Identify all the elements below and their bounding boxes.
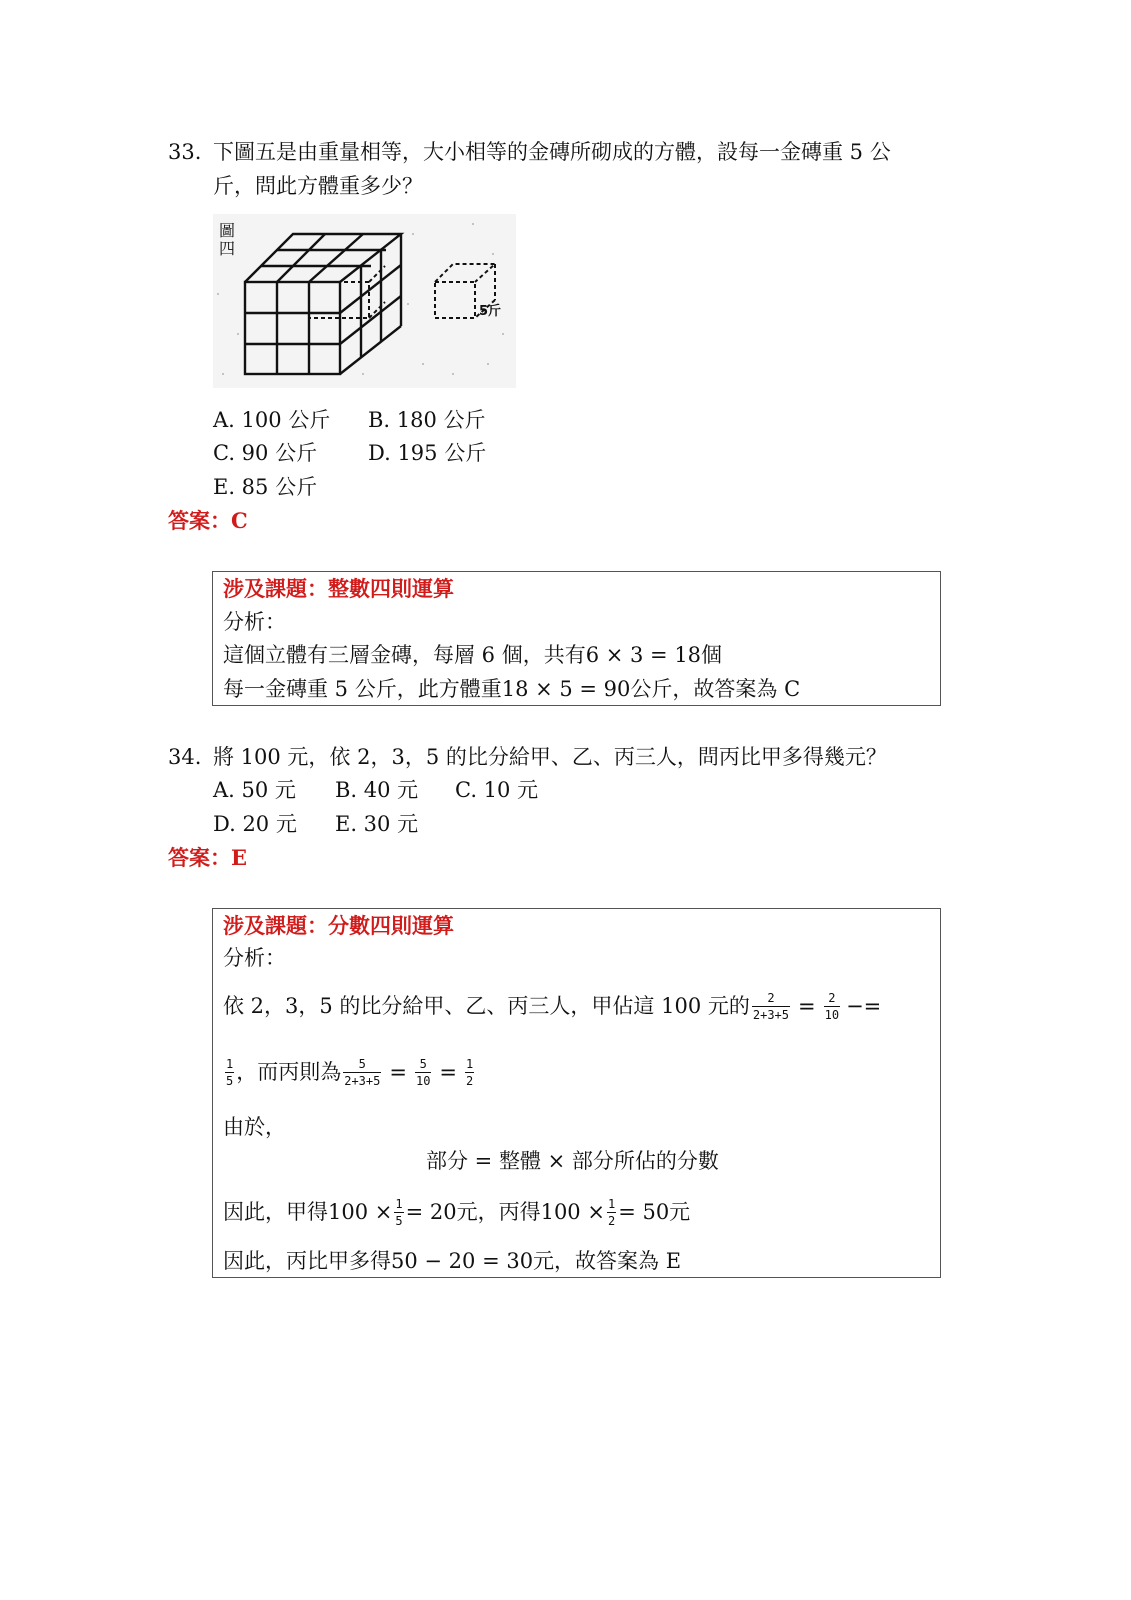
fraction-numerator: 5 bbox=[419, 1057, 427, 1071]
q33-analysis-line1: 這個立體有三層金磚，每層 6 個，共有6 × 3 = 18個 bbox=[223, 643, 723, 667]
fraction-numerator: 2 bbox=[767, 991, 775, 1005]
fraction-numerator: 2 bbox=[828, 991, 836, 1005]
q34-stem: 將 100 元，依 2，3，5 的比分給甲、乙、丙三人，問丙比甲多得幾元？ bbox=[213, 745, 887, 769]
line1-tail: −= bbox=[846, 994, 882, 1018]
q34-since: 由於， bbox=[223, 1115, 286, 1139]
line5-part-b: = 20元，丙得100 × bbox=[405, 1200, 605, 1224]
fraction-numerator: 1 bbox=[395, 1197, 403, 1211]
q33-topic: 涉及課題：整數四則運算 bbox=[223, 576, 454, 601]
q34-analysis-line6: 因此，丙比甲多得50 − 20 = 30元，故答案為 E bbox=[223, 1249, 682, 1273]
figure-small-brick-label: 5斤 bbox=[479, 304, 502, 319]
q34-option-a: A. 50 元 bbox=[213, 778, 296, 802]
fraction-2-over-10 bbox=[824, 992, 840, 1021]
q33-option-d: D. 195 公斤 bbox=[368, 441, 487, 465]
q33-figure bbox=[213, 214, 516, 388]
q34-topic: 涉及課題：分數四則運算 bbox=[223, 913, 454, 938]
fraction-numerator: 1 bbox=[466, 1057, 474, 1071]
q34-formula: 部分 = 整體 × 部分所佔的分數 bbox=[426, 1149, 719, 1173]
figure-label: 圖四 bbox=[219, 221, 236, 258]
q33-number: 33. bbox=[168, 140, 202, 164]
q34-analysis-line1 bbox=[223, 992, 881, 1021]
q33-option-b: B. 180 公斤 bbox=[368, 408, 486, 432]
fraction-numerator: 1 bbox=[607, 1197, 616, 1211]
fraction-denominator: 10 bbox=[824, 1008, 840, 1022]
q34-line1-text: 依 2，3，5 的比分給甲、乙、丙三人，甲佔這 100 元的 bbox=[223, 994, 750, 1018]
q33-answer: 答案：C bbox=[168, 508, 248, 533]
fraction-denominator: 2 bbox=[466, 1074, 474, 1088]
fraction-1-over-5 bbox=[394, 1198, 403, 1227]
line5-part-c: = 50元 bbox=[618, 1200, 691, 1224]
q33-option-c: C. 90 公斤 bbox=[213, 441, 318, 465]
cube-drawing bbox=[213, 214, 516, 388]
q34-analysis-heading: 分析： bbox=[223, 946, 286, 970]
line5-part-a: 因此，甲得100 × bbox=[223, 1200, 393, 1224]
fraction-1-over-2 bbox=[465, 1058, 474, 1087]
fraction-5-over-10 bbox=[415, 1058, 431, 1087]
fraction-denominator: 2+3+5 bbox=[752, 1008, 789, 1022]
equals-sign: = bbox=[389, 1060, 407, 1084]
q33-stem-line1: 下圖五是由重量相等，大小相等的金磚所砌成的方體，設每一金磚重 5 公 bbox=[213, 140, 891, 164]
q33-analysis-heading: 分析： bbox=[223, 610, 286, 634]
fraction-numerator: 5 bbox=[358, 1057, 366, 1071]
fraction-denominator: 5 bbox=[395, 1214, 403, 1228]
q34-option-d: D. 20 元 bbox=[213, 812, 297, 836]
q33-option-a: A. 100 公斤 bbox=[213, 408, 331, 432]
fraction-2-over-sum bbox=[752, 992, 790, 1021]
q34-analysis-line2 bbox=[223, 1058, 476, 1087]
fraction-numerator: 1 bbox=[226, 1057, 234, 1071]
equals-sign: = bbox=[439, 1060, 458, 1084]
q34-number: 34. bbox=[168, 745, 202, 769]
fraction-5-over-sum bbox=[343, 1058, 381, 1087]
q34-option-b: B. 40 元 bbox=[335, 778, 419, 802]
fraction-1-over-2 bbox=[607, 1198, 616, 1227]
fraction-denominator: 2 bbox=[607, 1214, 616, 1228]
q34-line2-text: ，而丙則為 bbox=[236, 1060, 342, 1084]
q33-option-e: E. 85 公斤 bbox=[213, 475, 318, 499]
q33-analysis-line2: 每一金磚重 5 公斤，此方體重18 × 5 = 90公斤，故答案為 C bbox=[223, 677, 801, 701]
fraction-denominator: 2+3+5 bbox=[344, 1074, 381, 1088]
fraction-1-over-5 bbox=[225, 1058, 234, 1087]
fraction-denominator: 5 bbox=[226, 1074, 234, 1088]
q33-stem-line2: 斤，問此方體重多少？ bbox=[213, 174, 423, 198]
q34-option-e: E. 30 元 bbox=[335, 812, 419, 836]
q34-option-c: C. 10 元 bbox=[455, 778, 539, 802]
q34-analysis-line5 bbox=[223, 1198, 690, 1227]
equals-sign: = bbox=[798, 994, 816, 1018]
fraction-denominator: 10 bbox=[415, 1074, 431, 1088]
q34-answer: 答案：E bbox=[168, 845, 248, 870]
